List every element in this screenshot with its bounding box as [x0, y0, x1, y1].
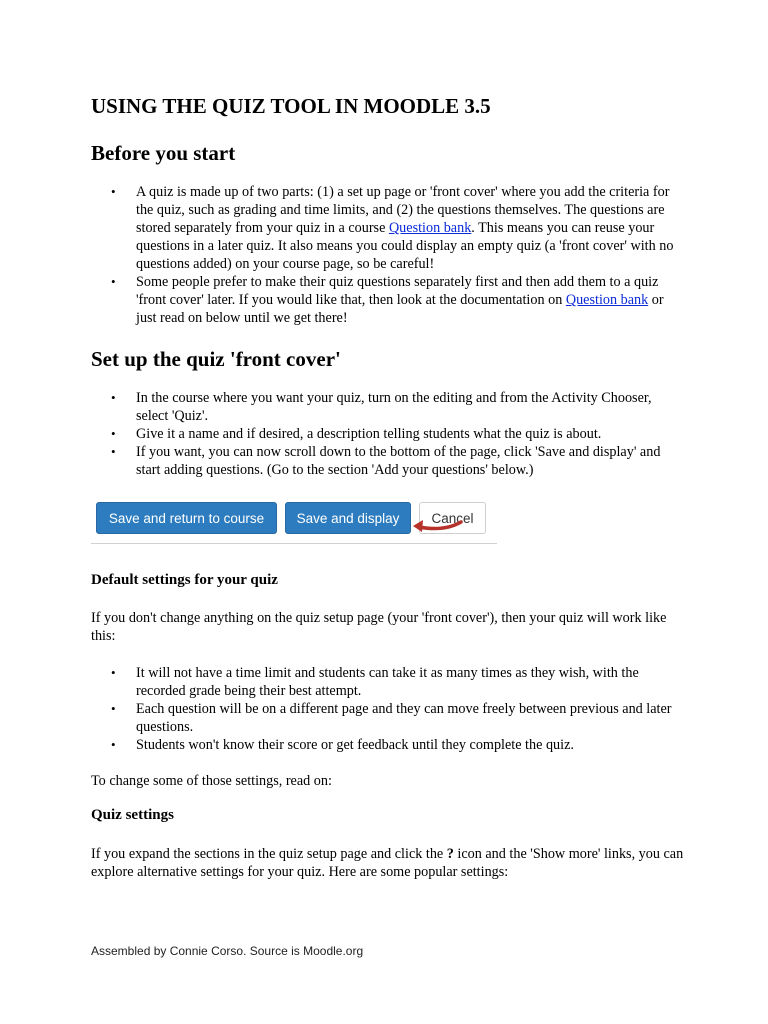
list-item: • A quiz is made up of two parts: (1) a set up page or 'front cover' where you add the criteria for the quiz, such as grading and time limits, and (2) the questions themselves. The questions are stored separately from your quiz in a course Question bank. This means you can reuse your questions in a later quiz. It also means you could display an empty quiz (a 'front cover' with no questions added) on your course page, so be careful! [91, 183, 686, 273]
list-item: • If you want, you can now scroll down to the bottom of the page, click 'Save and display' and start adding questions. (Go to the section 'Add your questions' below.) [91, 443, 686, 479]
heading-quiz-settings: Quiz settings [91, 807, 174, 823]
page-footer: Assembled by Connie Corso. Source is Moodle.org [91, 944, 364, 958]
list-item: • It will not have a time limit and students can take it as many times as they wish, with the recorded grade being their best attempt. [91, 664, 686, 700]
save-and-display-button[interactable]: Save and display [285, 502, 411, 534]
help-question-mark: ? [446, 846, 454, 862]
defaults-intro: If you don't change anything on the quiz setup page (your 'front cover'), then your quiz will work like this: [91, 610, 667, 644]
heading-before-you-start: Before you start [91, 141, 236, 165]
list-item: • Some people prefer to make their quiz questions separately first and then add them to a quiz 'front cover' later. If you would like that, then look at the documentation on Question bank or just read on below until we get there! [91, 273, 686, 327]
before-start-list [91, 183, 686, 327]
quiz-settings-text: If you expand the sections in the quiz setup page and click the ? icon and the 'Show more' links, you can explore alternative settings for your quiz. Here are some popular settings: [91, 846, 684, 880]
list-item: • Students won't know their score or get feedback until they complete the quiz. [91, 736, 686, 754]
list-item: • Give it a name and if desired, a description telling students what the quiz is about. [91, 425, 686, 443]
question-bank-link[interactable]: Question bank [388, 220, 472, 236]
setup-list [91, 389, 686, 479]
document-title: USING THE QUIZ TOOL IN MOODLE 3.5 [91, 94, 491, 118]
save-and-return-button[interactable]: Save and return to course [96, 502, 277, 534]
list-item: • In the course where you want your quiz, turn on the editing and from the Activity Chooser, select 'Quiz'. [91, 389, 686, 425]
list-item: • Each question will be on a different page and they can move freely between previous and later questions. [91, 700, 686, 736]
question-bank-link[interactable]: Question bank [565, 292, 649, 308]
cancel-button[interactable]: Cancel [419, 502, 486, 534]
red-arrow-icon [409, 511, 465, 537]
defaults-outro: To change some of those settings, read on: [91, 773, 332, 789]
defaults-list [91, 664, 686, 754]
form-button-bar [91, 499, 497, 544]
heading-default-settings: Default settings for your quiz [91, 572, 278, 588]
heading-setup-front-cover: Set up the quiz 'front cover' [91, 347, 341, 371]
